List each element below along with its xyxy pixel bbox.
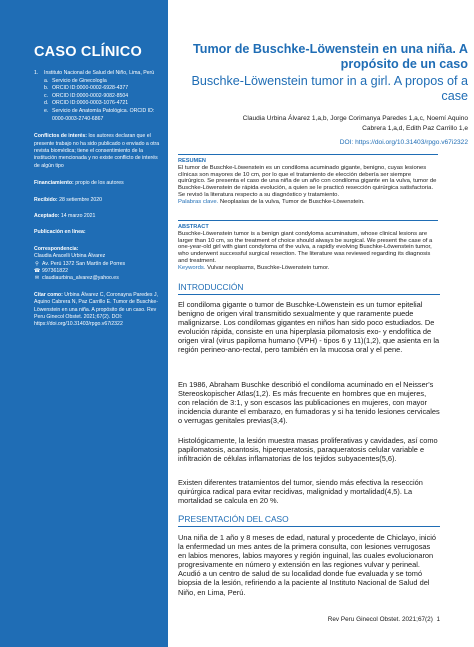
page-number: 1: [436, 616, 440, 623]
resumen-keywords: Palabras clave. Neoplasias de la vulva, Tumor de Buschke-Löwenstein.: [178, 198, 365, 205]
abstract-heading: ABSTRACT: [178, 220, 438, 231]
intro-heading: INTRODUCCIÓN: [178, 282, 440, 295]
abstract-text: Buschke-Löwenstein tumor is a benign giant condyloma acuminatum, whose clinical lesions are larger than 10 cm, so the treatment of choice should always be surgical. We present the case of a one-year-old girl with giant condyloma of the vulva, a rapidly evolving Buschke-Löwenstein tumor, who underwent successful surgical resection. The literature was reviewed regarding its diagnosis and treatment.: [178, 230, 433, 264]
affiliations: [34, 70, 160, 123]
affiliation-item: d. ORCID ID:0000-0003-1076-4721: [44, 100, 129, 107]
email-link[interactable]: claudiaurbina_alvarez@yahoo.es: [42, 275, 119, 282]
affiliation-item: b. ORCID ID:0000-0002-6928-4377: [44, 85, 129, 92]
funding: Financiamiento: propio de los autores: [34, 180, 124, 187]
case-paragraph-1: Una niña de 1 año y 8 meses de edad, natural y procedente de Chiclayo, inició la enfermedad un mes antes de la primera consulta, con lesiones verrugosas en labios menores, labios mayores y región inguinal, las cuales evolucionaron progresivamente en número y extensión en las regiones vulvar y perineal. Acudió a un centro de salud de su localidad donde fue evaluada y se tomó biopsia de la lesión, refiriendo a la paciente al Instituto Nacional de Salud del Niño, en Lima, Perú.: [178, 533, 437, 597]
cite-as: Citar como: Urbina Álvarez C, Coronayna Paredes J, Aquino Cabrera N, Paz Carrillo E. Tumor de Buschke-Löwenstein en una niña. A propósito de un caso. Rev Peru Ginecol Obstet. 2021;67(2). DOI: https://doi.org/10.31403/rpgo.v67i2322: [34, 291, 158, 328]
phone-icon: ☎: [34, 268, 41, 275]
email-icon: ✉: [34, 275, 40, 282]
page-footer: [178, 616, 440, 623]
conflict-statement: Conflictos de interés: los autores declaran que el presente trabajo no ha sido publicado o enviado a otra revista biomédica; tiene el consentimiento de la institución mencionada y no existe conflicto de interés de algún tipo: [34, 133, 160, 169]
affiliation-item: 1. Instituto Nacional de Salud del Niño, Lima, Perú: [34, 70, 155, 76]
doi-link[interactable]: DOI: https://doi.org/10.31403/rpgo.v67i2322: [339, 139, 468, 146]
affiliation-item: a. Servicio de Ginecología: [44, 77, 107, 84]
resumen-heading: RESUMEN: [178, 154, 438, 165]
accepted: Aceptado: 14 marzo 2021: [34, 213, 96, 219]
intro-paragraph-1: El condiloma gigante o tumor de Buschke-Löwenstein es un tumor epitelial benigno de origen viral transmitido sexualmente y que raramente puede malignizarse. Los condilomas gigantes en niños han sido poco estudiados. De evolución rápida, consiste en una hiperplasia pilomatosis exo- y endofítica de origen viral (virus papiloma humano (VPH) - tipos 6 y 11)(1,2), que asienta en la región perineo-ano-rectal, pero también en la mucosa oral y el pene.: [178, 300, 440, 355]
journal-citation: Rev Peru Ginecol Obstet. 2021;67(2): [327, 616, 433, 623]
abstract: [178, 220, 438, 272]
location-icon: ⚲: [35, 260, 39, 267]
title-english: Buschke-Löwenstein tumor in a girl. A propos of a case: [191, 74, 468, 103]
affiliation-item: c. ORCID ID:0000-0002-9082-8504: [44, 92, 129, 99]
authors: Claudia Urbina Álvarez 1,a,b, Jorge Corimanya Paredes 1,a,c, Noemí Aquino Cabrera 1,a,d, Edith Paz Carrillo 1,e: [242, 115, 468, 132]
section-title: CASO CLÍNICO: [34, 44, 142, 60]
correspondence: Correspondencia: Claudia Aracelli Urbina Álvarez ⚲ Av. Perú 1372 San Martín de Porres ☎ 997361822 ✉ claudiaurbina_alvarez@yahoo.es: [34, 245, 126, 282]
resumen-text: El tumor de Buschke-Löwenstein es un condiloma acuminado gigante, benigno, cuyas lesiones clínicas son mayores de 10 cm, por lo que el tratamiento de elección debería ser siempre quirúrgico. Se presenta el caso de una niña de un año con condiloma gigante en la vulva, tumor de Buschke-Löwenstein de rápida evolución, a quien se le practicó resección quirúrgica satisfactoria. Se revisó la literatura respecto a su diagnóstico y tratamiento.: [178, 164, 437, 198]
intro-paragraph-2: En 1986, Abraham Buschke describió el condiloma acuminado en el Neisser's Stereoskopischer Atlas(1,2). Es más frecuente en hombres que en mujeres, con relación de 3:1, y son escasos las publicaciones en mujeres, con mayor incidencia durante el embarazo, en fumadoras y si ha tenido lesiones cervicales o verrugas genitales previas(3,4).: [178, 380, 440, 426]
affiliation-item: e. Servicio de Anatomía Patológica. ORCID ID: 0000-0003-2740-6867: [44, 107, 155, 122]
resumen: [178, 154, 438, 206]
title-spanish: Tumor de Buschke-Löwenstein en una niña. A propósito de un caso: [193, 42, 468, 71]
sidebar: [0, 0, 168, 647]
intro-paragraph-3: Histológicamente, la lesión muestra masas proliferativas y cavidades, así como papilomatosis, acantosis, hiperqueratosis, paraqueratosis celular variable e infiltración de células inflamatorias de los tejidos subyacentes(5,6).: [178, 436, 438, 464]
case-heading: PRESENTACIÓN DEL CASO: [178, 514, 440, 527]
intro-paragraph-4: Existen diferentes tratamientos del tumor, siendo más efectiva la resección quirúrgica radical para evitar recidivas, malignidad y mortalidad(4,5). La mortalidad se calcula en 20 %.: [178, 478, 423, 506]
abstract-keywords: Keywords. Vulvar neoplasms, Buschke-Löwenstein tumor.: [178, 264, 330, 271]
published-online: Publicación en línea:: [34, 229, 86, 236]
received: Recibido: 28 setiembre 2020: [34, 196, 103, 203]
